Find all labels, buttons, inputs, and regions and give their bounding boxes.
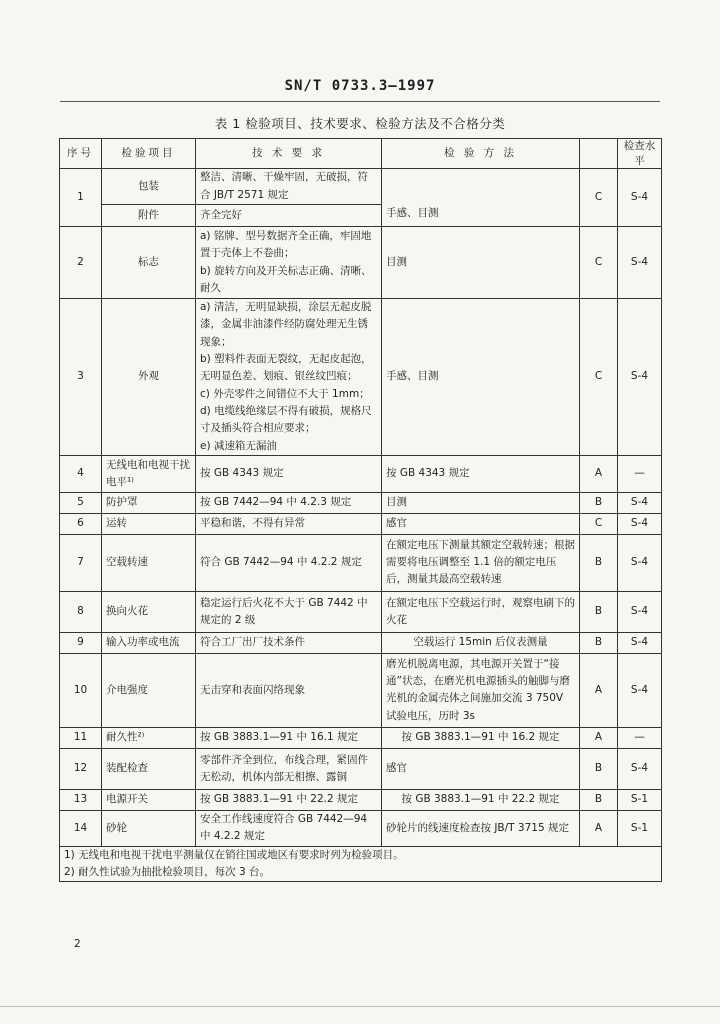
row-requirement: 按 GB 4343 规定 — [196, 455, 382, 492]
row-item: 包装 — [102, 169, 196, 205]
header-inspection-item: 检验项目 — [102, 139, 196, 169]
row-nonconformity-class: A — [580, 455, 618, 492]
row-inspection-level: S-4 — [618, 227, 662, 299]
header-inspection-level: 检查水平 — [618, 139, 662, 169]
table-row — [60, 653, 662, 727]
row-requirement: 按 GB 3883.1—91 中 16.1 规定 — [196, 727, 382, 748]
row-item: 输入功率或电流 — [102, 632, 196, 653]
row-number: 11 — [60, 727, 102, 748]
table-row — [60, 810, 662, 846]
row-requirement: 按 GB 3883.1—91 中 22.2 规定 — [196, 789, 382, 810]
requirement-line: b) 塑料件表面无裂纹，无起皮起泡，无明显色差、划痕、银丝纹凹痕； — [200, 352, 372, 383]
row-method: 目测 — [382, 227, 580, 299]
row-number: 8 — [60, 591, 102, 632]
row-method: 目测 — [382, 492, 580, 513]
row-inspection-level: S-4 — [618, 492, 662, 513]
table-row — [60, 492, 662, 513]
table-row — [60, 534, 662, 591]
row-requirement — [196, 227, 382, 299]
table-row — [60, 632, 662, 653]
requirement-line: a) 清洁，无明显缺损，涂层无起皮脱漆，金属非油漆件经防腐处理无生锈现象； — [200, 301, 372, 348]
row-requirement: 按 GB 7442—94 中 4.2.3 规定 — [196, 492, 382, 513]
row-method: 按 GB 3883.1—91 中 16.2 规定 — [382, 727, 580, 748]
requirement-line: b) 旋转方向及开关标志正确、清晰、耐久 — [200, 264, 372, 294]
row-item: 空载转速 — [102, 534, 196, 591]
table-row — [60, 789, 662, 810]
row-number: 12 — [60, 748, 102, 789]
row-item: 无线电和电视干扰电平¹⁾ — [102, 455, 196, 492]
row-nonconformity-class: A — [580, 653, 618, 727]
row-inspection-level: S-4 — [618, 748, 662, 789]
footnote: 1) 无线电和电视干扰电平测量仅在销往国或地区有要求时列为检验项目。 — [64, 848, 404, 861]
page-bottom-rule — [0, 1006, 720, 1007]
row-nonconformity-class: A — [580, 727, 618, 748]
table-header-row — [60, 139, 662, 169]
page-number: 2 — [74, 938, 81, 950]
row-requirement: 整洁、清晰、干燥牢固，无破损，符合 JB/T 2571 规定 — [196, 169, 382, 205]
table-notes-row — [60, 846, 662, 882]
row-method: 手感、目测 — [382, 299, 580, 456]
row-nonconformity-class: B — [580, 534, 618, 591]
row-sub-item: 附件 — [102, 205, 196, 227]
header-technical-requirement: 技 术 要 求 — [196, 139, 382, 169]
row-method: 感官 — [382, 513, 580, 534]
row-sub-requirement: 齐全完好 — [196, 205, 382, 227]
row-requirement: 无击穿和表面闪络现象 — [196, 653, 382, 727]
row-number: 10 — [60, 653, 102, 727]
row-method: 在额定电压下测量其额定空载转速；根据需要将电压调整至 1.1 倍的额定电压后，测量其最高空载转速 — [382, 534, 580, 591]
row-nonconformity-class: B — [580, 591, 618, 632]
row-nonconformity-class: C — [580, 299, 618, 456]
header-rule — [60, 101, 660, 102]
row-requirement: 安全工作线速度符合 GB 7442—94 中 4.2.2 规定 — [196, 810, 382, 846]
row-number: 6 — [60, 513, 102, 534]
row-requirement: 零部件齐全到位，布线合理，紧固件无松动，机体内部无相擦、露铜 — [196, 748, 382, 789]
row-number: 13 — [60, 789, 102, 810]
row-item: 介电强度 — [102, 653, 196, 727]
row-nonconformity-class: C — [580, 169, 618, 227]
row-number: 4 — [60, 455, 102, 492]
row-nonconformity-class: C — [580, 227, 618, 299]
row-inspection-level: S-1 — [618, 789, 662, 810]
row-method: 磨光机脱离电源，其电源开关置于“接通”状态，在磨光机电源插头的触脚与磨光机的金属壳体之间施加交流 3 750V 试验电压，历时 3s — [382, 653, 580, 727]
row-inspection-level: S-4 — [618, 299, 662, 456]
row-inspection-level: S-4 — [618, 653, 662, 727]
table-row — [60, 455, 662, 492]
row-number: 9 — [60, 632, 102, 653]
row-requirement: 符合 GB 7442—94 中 4.2.2 规定 — [196, 534, 382, 591]
row-inspection-level: S-4 — [618, 591, 662, 632]
row-item: 防护罩 — [102, 492, 196, 513]
row-nonconformity-class: B — [580, 492, 618, 513]
header-inspection-method: 检 验 方 法 — [382, 139, 580, 169]
footnote: 2) 耐久性试验为抽批检验项目，每次 3 台。 — [64, 866, 270, 879]
row-nonconformity-class: B — [580, 632, 618, 653]
row-item: 耐久性²⁾ — [102, 727, 196, 748]
header-serial-number: 序号 — [60, 139, 102, 169]
row-inspection-level: S-4 — [618, 513, 662, 534]
requirement-line: c) 外壳零件之间错位不大于 1mm； — [200, 387, 370, 400]
row-method: 按 GB 4343 规定 — [382, 455, 580, 492]
row-inspection-level: — — [618, 727, 662, 748]
row-item: 电源开关 — [102, 789, 196, 810]
row-requirement: 符合工厂出厂技术条件 — [196, 632, 382, 653]
row-nonconformity-class: B — [580, 789, 618, 810]
row-requirement — [196, 299, 382, 456]
row-number: 2 — [60, 227, 102, 299]
table-body — [60, 169, 662, 882]
requirement-line: e) 减速箱无漏油 — [200, 439, 277, 452]
row-method: 手感、目测 — [382, 169, 580, 227]
row-nonconformity-class: A — [580, 810, 618, 846]
row-method: 感官 — [382, 748, 580, 789]
row-item: 外观 — [102, 299, 196, 456]
row-number: 5 — [60, 492, 102, 513]
table-notes — [60, 846, 662, 882]
table-title: 表 1 检验项目、技术要求、检验方法及不合格分类 — [214, 116, 506, 131]
row-nonconformity-class: C — [580, 513, 618, 534]
table-row — [60, 748, 662, 789]
row-inspection-level: S-4 — [618, 169, 662, 227]
row-item: 砂轮 — [102, 810, 196, 846]
row-number: 14 — [60, 810, 102, 846]
row-item: 装配检查 — [102, 748, 196, 789]
row-number: 1 — [60, 169, 102, 227]
row-inspection-level: S-4 — [618, 534, 662, 591]
requirement-line: d) 电缆线绝缘层不得有破损，规格尺寸及插头符合相应要求； — [200, 404, 372, 435]
row-requirement: 稳定运行后火花不大于 GB 7442 中规定的 2 级 — [196, 591, 382, 632]
table-row — [60, 169, 662, 205]
row-inspection-level: S-1 — [618, 810, 662, 846]
table-row — [60, 227, 662, 299]
requirement-line: a) 铭牌、型号数据齐全正确，牢固地置于壳体上不卷曲； — [200, 229, 372, 260]
row-requirement: 平稳和谐，不得有异常 — [196, 513, 382, 534]
row-nonconformity-class: B — [580, 748, 618, 789]
table-row — [60, 591, 662, 632]
row-item: 运转 — [102, 513, 196, 534]
document-code: SN/T 0733.3—1997 — [284, 78, 436, 94]
inspection-table — [59, 138, 662, 882]
row-number: 3 — [60, 299, 102, 456]
row-inspection-level: — — [618, 455, 662, 492]
row-method: 空载运行 15min 后仪表测量 — [382, 632, 580, 653]
row-number: 7 — [60, 534, 102, 591]
table-row — [60, 299, 662, 456]
header-nonconformity-class — [580, 139, 618, 169]
row-method: 在额定电压下空载运行时，观察电刷下的火花 — [382, 591, 580, 632]
table-row — [60, 727, 662, 748]
table-row — [60, 513, 662, 534]
row-item: 换向火花 — [102, 591, 196, 632]
row-inspection-level: S-4 — [618, 632, 662, 653]
row-item: 标志 — [102, 227, 196, 299]
row-method: 按 GB 3883.1—91 中 22.2 规定 — [382, 789, 580, 810]
row-method: 砂轮片的线速度检查按 JB/T 3715 规定 — [382, 810, 580, 846]
